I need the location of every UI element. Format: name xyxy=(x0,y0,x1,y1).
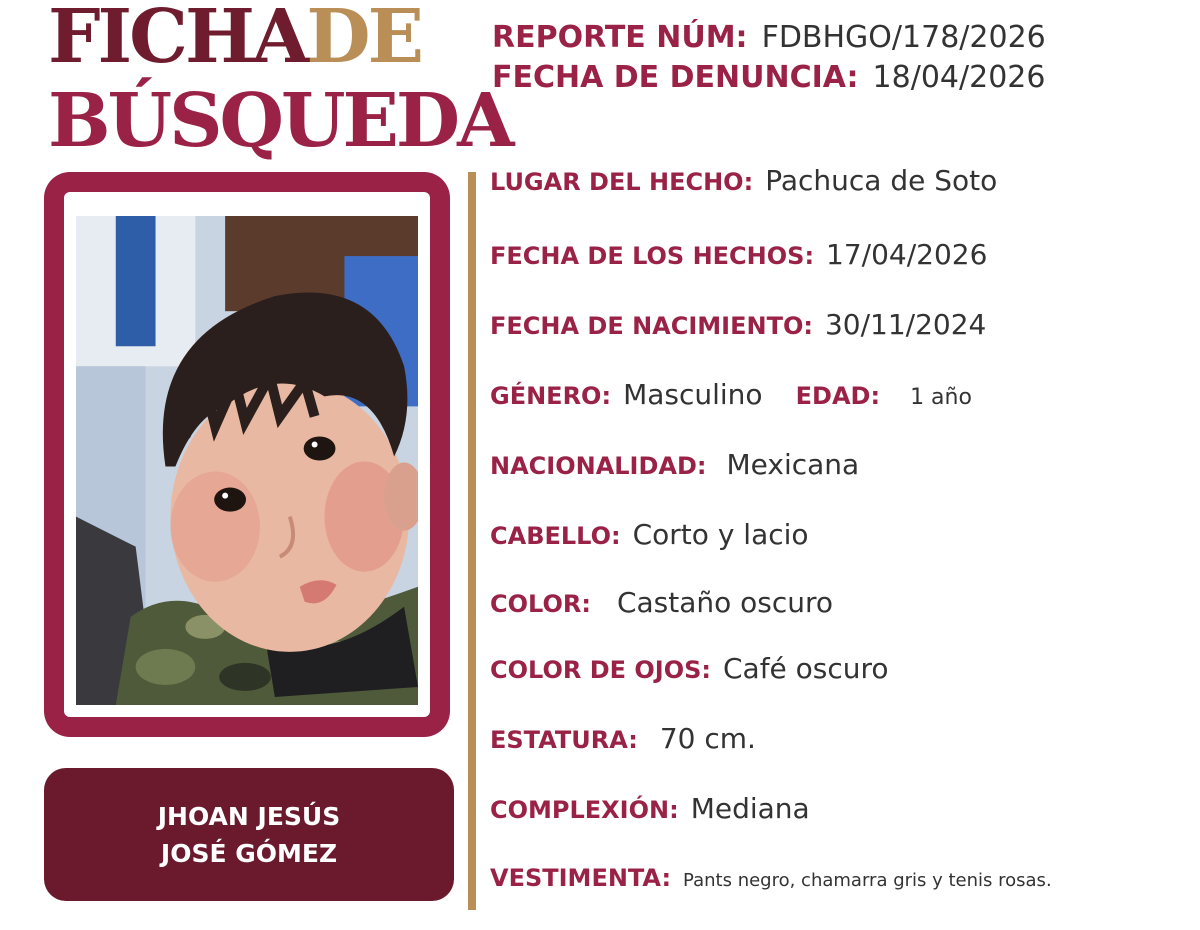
field-birth-date xyxy=(490,308,986,341)
gender-value: Masculino xyxy=(623,378,763,411)
hair-label: CABELLO: xyxy=(490,522,621,550)
child-portrait-image xyxy=(76,216,418,705)
age-label: EDAD: xyxy=(795,382,881,410)
height-value: 70 cm. xyxy=(659,722,756,755)
page-title xyxy=(48,0,512,168)
field-height xyxy=(490,722,756,755)
event-date-value: 17/04/2026 xyxy=(826,238,988,271)
person-name-box xyxy=(44,768,454,901)
hair-value: Corto y lacio xyxy=(632,518,809,551)
clothing-value: Pants negro, chamarra gris y tenis rosas. xyxy=(683,870,1052,891)
height-label: ESTATURA: xyxy=(490,726,638,754)
eye-color-label: COLOR DE OJOS: xyxy=(490,656,711,684)
clothing-label: VESTIMENTA: xyxy=(490,864,672,892)
field-build xyxy=(490,792,810,825)
title-word-ficha: FICHA xyxy=(48,0,307,80)
field-gender-age xyxy=(490,378,972,411)
birth-date-label: FECHA DE NACIMIENTO: xyxy=(490,312,813,340)
title-line-1 xyxy=(48,0,458,84)
field-place xyxy=(490,164,997,197)
title-line-2: BÚSQUEDA xyxy=(48,78,512,164)
color-label: COLOR: xyxy=(490,590,591,618)
field-clothing xyxy=(490,864,1052,892)
photo-inner-border xyxy=(64,192,430,717)
photo-frame xyxy=(44,172,450,737)
person-name-line-2: JOSÉ GÓMEZ xyxy=(160,838,338,868)
title-word-de: DE xyxy=(306,0,421,80)
report-number-label: REPORTE NÚM: xyxy=(492,20,748,55)
report-number-row xyxy=(492,20,1046,55)
missing-person-photo xyxy=(76,216,418,705)
complaint-date-label: FECHA DE DENUNCIA: xyxy=(492,60,859,95)
nationality-label: NACIONALIDAD: xyxy=(490,452,707,480)
event-date-label: FECHA DE LOS HECHOS: xyxy=(490,242,815,270)
build-label: COMPLEXIÓN: xyxy=(490,796,679,824)
vertical-divider xyxy=(468,172,476,910)
field-color xyxy=(490,586,833,619)
birth-date-value: 30/11/2024 xyxy=(824,308,987,341)
color-value: Castaño oscuro xyxy=(616,586,834,619)
age-value: 1 año xyxy=(910,385,972,410)
eye-color-value: Café oscuro xyxy=(722,652,889,685)
place-label: LUGAR DEL HECHO: xyxy=(490,168,754,196)
field-nationality xyxy=(490,448,859,481)
person-name-line-1: JHOAN JESÚS xyxy=(157,801,341,831)
field-hair xyxy=(490,518,809,551)
report-number-value: FDBHGO/178/2026 xyxy=(761,20,1046,55)
place-value: Pachuca de Soto xyxy=(765,164,998,197)
nationality-value: Mexicana xyxy=(726,448,860,481)
gender-label: GÉNERO: xyxy=(490,382,612,410)
build-value: Mediana xyxy=(690,792,810,825)
complaint-date-value: 18/04/2026 xyxy=(872,60,1046,95)
field-eye-color xyxy=(490,652,889,685)
complaint-date-row xyxy=(492,60,1045,95)
field-event-date xyxy=(490,238,987,271)
